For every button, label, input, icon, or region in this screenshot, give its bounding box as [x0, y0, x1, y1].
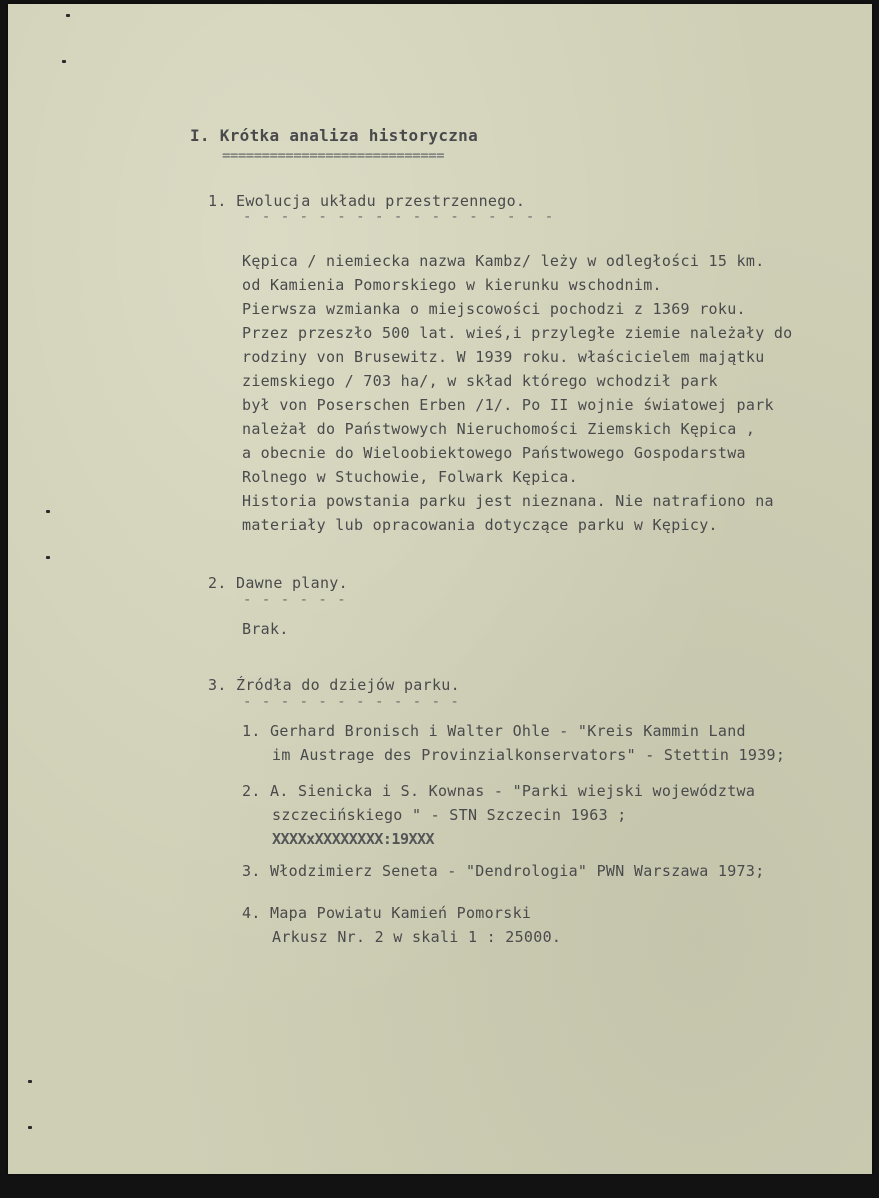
source-item-2: 2. A. Sienicka i S. Kownas - "Parki wiejski województwa — [242, 782, 756, 800]
section-1-underline: - - - - - - - - - - - - - - - - - — [243, 209, 555, 225]
margin-speck — [28, 1080, 32, 1083]
section-2-title: 2. Dawne plany. — [208, 574, 348, 592]
source-item-3: 3. Włodzimierz Seneta - "Dendrologia" PWN Warszawa 1973; — [242, 862, 765, 880]
document-page — [8, 4, 872, 1174]
paragraph-line: rodziny von Brusewitz. W 1939 roku. właścicielem majątku — [242, 348, 765, 366]
margin-speck — [28, 1126, 32, 1129]
paragraph-line: Kępica / niemiecka nazwa Kambz/ leży w odległości 15 km. — [242, 252, 765, 270]
source-item-2-cont: szczecińskiego " - STN Szczecin 1963 ; — [272, 806, 627, 824]
section-3-title: 3. Źródła do dziejów parku. — [208, 676, 460, 694]
document-heading: I. Krótka analiza historyczna — [190, 126, 479, 145]
section-2-underline: - - - - - - — [243, 592, 347, 608]
paragraph-line: materiały lub opracowania dotyczące parku w Kępicy. — [242, 516, 718, 534]
section-1-title: 1. Ewolucja układu przestrzennego. — [208, 192, 526, 210]
margin-speck — [46, 556, 50, 559]
paragraph-line: Rolnego w Stuchowie, Folwark Kępica. — [242, 468, 578, 486]
section-2-text: Brak. — [242, 620, 289, 638]
paragraph-line: a obecnie do Wieloobiektowego Państwowego Gospodarstwa — [242, 444, 746, 462]
section-3-underline: - - - - - - - - - - - - — [243, 694, 460, 710]
source-item-4: 4. Mapa Powiatu Kamień Pomorski — [242, 904, 532, 922]
paragraph-line: Przez przeszło 500 lat. wieś,i przyległe ziemie należały do — [242, 324, 793, 342]
struck-out-text: XXXXxXXXXXXXX:19XXX — [272, 830, 435, 848]
margin-speck — [46, 510, 50, 513]
margin-speck — [66, 14, 70, 17]
paragraph-line: Historia powstania parku jest nieznana. Nie natrafiono na — [242, 492, 774, 510]
margin-speck — [62, 60, 66, 63]
source-item-1-cont: im Austrage des Provinzialkonservators" - Stettin 1939; — [272, 746, 786, 764]
paragraph-line: był von Poserschen Erben /1/. Po II wojnie światowej park — [242, 396, 774, 414]
paragraph-line: należał do Państwowych Nieruchomości Ziemskich Kępica , — [242, 420, 756, 438]
paragraph-line: ziemskiego / 703 ha/, w skład którego wchodził park — [242, 372, 718, 390]
source-item-1: 1. Gerhard Bronisch i Walter Ohle - "Kreis Kammin Land — [242, 722, 746, 740]
heading-underline: ============================ — [222, 148, 445, 164]
paragraph-line: od Kamienia Pomorskiego w kierunku wschodnim. — [242, 276, 662, 294]
paragraph-line: Pierwsza wzmianka o miejscowości pochodzi z 1369 roku. — [242, 300, 746, 318]
source-item-4-cont: Arkusz Nr. 2 w skali 1 : 25000. — [272, 928, 562, 946]
